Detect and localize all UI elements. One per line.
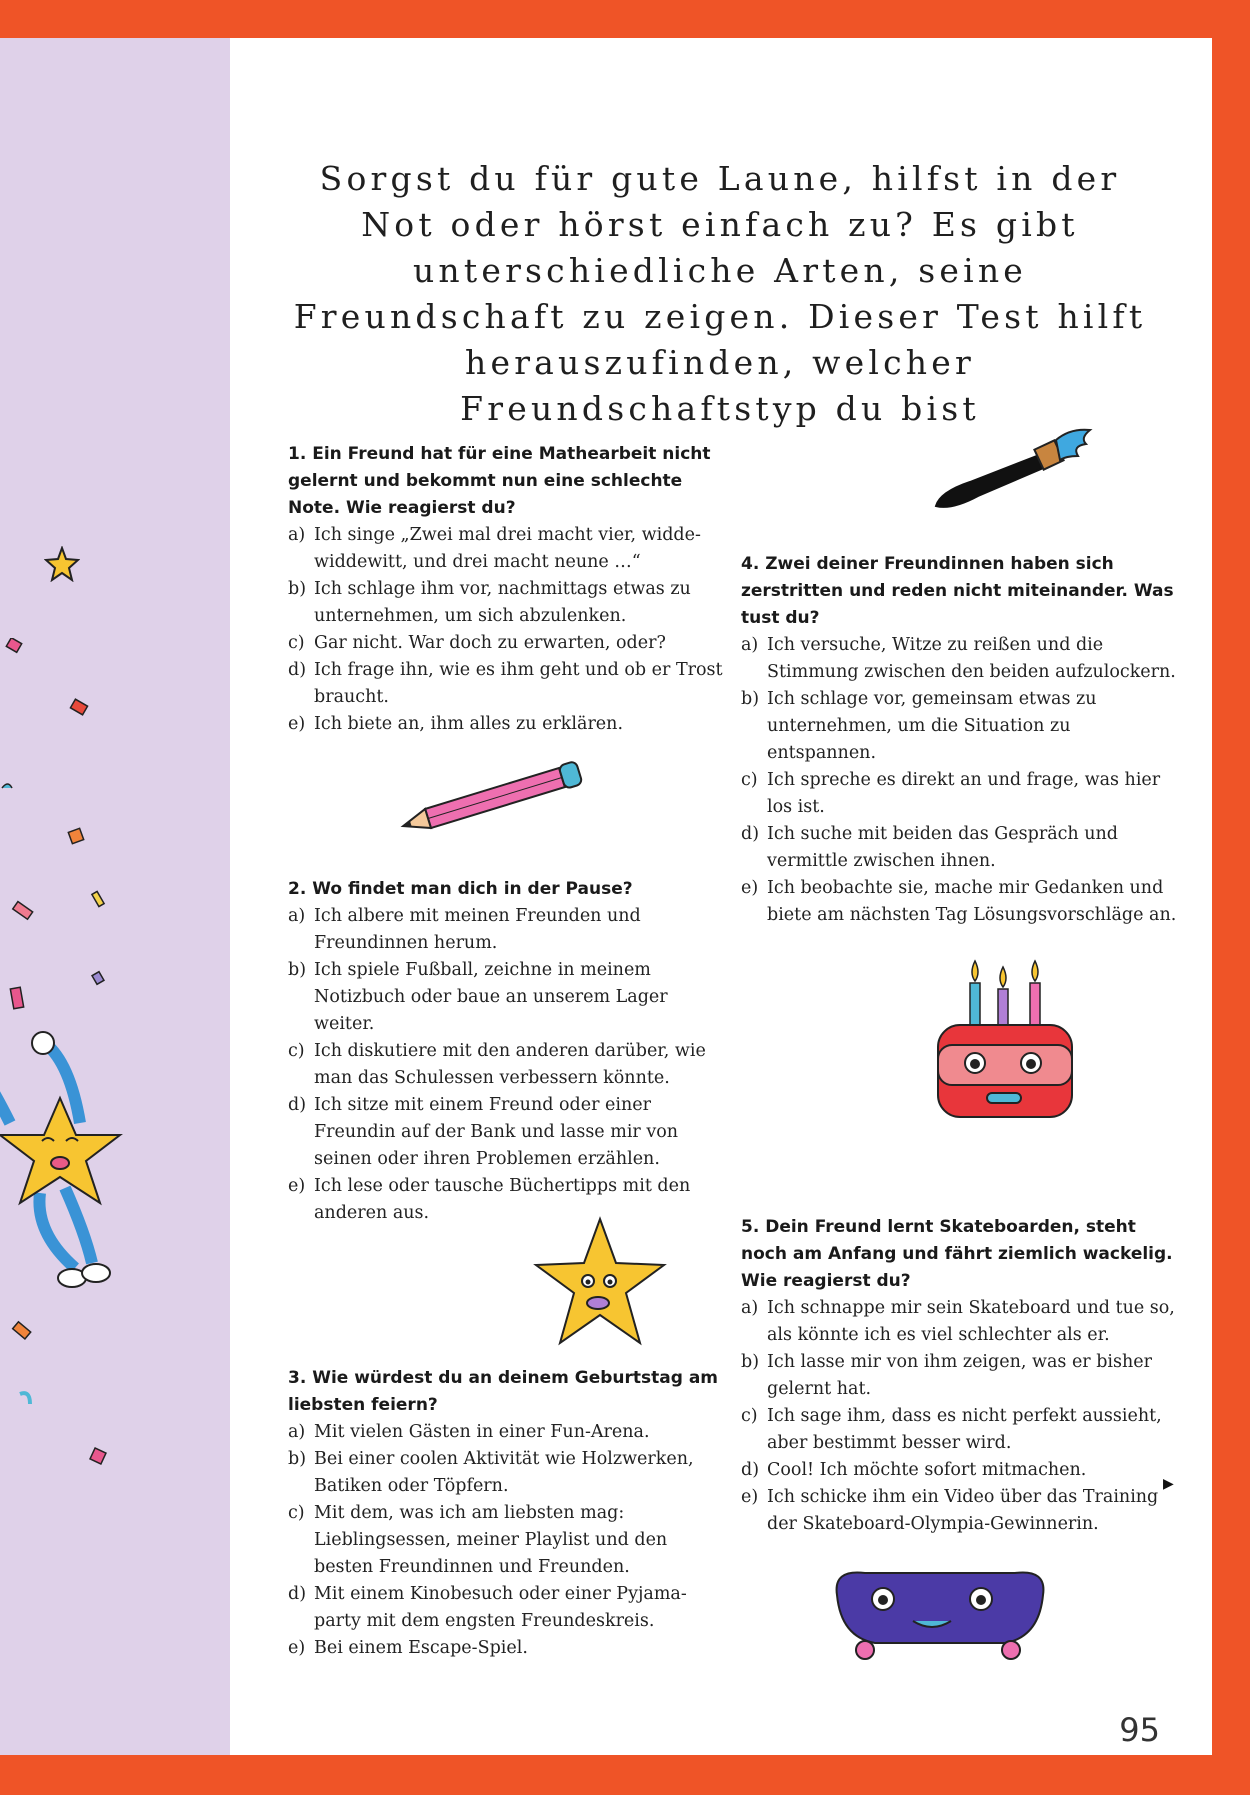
question-heading: 3. Wie würdest du an deinem Geburtstag am liebsten feiern? xyxy=(288,1368,719,1415)
answer-list xyxy=(741,632,1181,929)
intro-text: Sorgst du für gute Laune, hilfst in der Not oder hörst einfach zu? Es gibt unterschiedliche Arten, seine Freundschaft zu zeigen. Dieser Test hilft herauszufinden, welcher Freundschaftstyp du bist xyxy=(293,159,1147,428)
page-number: 95 xyxy=(1119,1711,1160,1749)
answer-item: c) Ich sage ihm, dass es nicht perfekt aussieht, aber bestimmt besser wird. xyxy=(741,1406,1162,1453)
skateboard-icon xyxy=(825,1565,1050,1660)
answer-item: e) Ich schicke ihm ein Video über das Training der Skateboard-Olympia-Gewinnerin. xyxy=(741,1487,1159,1534)
small-star-icon xyxy=(44,546,80,582)
answer-item: d) Cool! Ich möchte sofort mitmachen. xyxy=(741,1460,1087,1480)
answer-item: b) Ich schlage ihm vor, nachmittags etwas zu unternehmen, um sich abzulenken. xyxy=(288,579,691,626)
answer-item: c) Ich diskutiere mit den anderen darüber, wie man das Schulessen verbessern könnte. xyxy=(288,1041,706,1088)
answer-item: e) Bei einem Escape-Spiel. xyxy=(288,1638,528,1658)
next-page-arrow-icon: ▶ xyxy=(1163,1476,1174,1492)
answer-item: c) Gar nicht. War doch zu erwarten, oder? xyxy=(288,633,666,653)
answer-list xyxy=(288,903,728,1227)
question-2 xyxy=(288,876,728,1227)
answer-item: a) Mit vielen Gästen in einer Fun-Arena. xyxy=(288,1422,650,1442)
answer-item: d) Ich suche mit beiden das Gespräch und vermittle zwischen ihnen. xyxy=(741,824,1118,871)
question-heading: 5. Dein Freund lernt Skateboarden, steht noch am Anfang und fährt ziemlich wackelig. Wie reagierst du? xyxy=(741,1217,1173,1291)
answer-item: e) Ich biete an, ihm alles zu erklären. xyxy=(288,714,624,734)
question-4 xyxy=(741,551,1181,929)
question-heading: 2. Wo findet man dich in der Pause? xyxy=(288,879,633,899)
question-heading: 4. Zwei deiner Freundinnen haben sich zerstritten und reden nicht miteinander. Was tust du? xyxy=(741,554,1174,628)
question-1 xyxy=(288,441,728,738)
answer-item: b) Bei einer coolen Aktivität wie Holzwerken, Batiken oder Töpfern. xyxy=(288,1449,694,1496)
answer-item: e) Ich beobachte sie, mache mir Gedanken und biete am nächsten Tag Lösungsvorschläge an. xyxy=(741,878,1177,925)
answer-item: c) Ich spreche es direkt an und frage, was hier los ist. xyxy=(741,770,1161,817)
right-column-2 xyxy=(741,1214,1181,1538)
answer-item: b) Ich spiele Fußball, zeichne in meinem Notizbuch oder baue an unserem Lager weiter. xyxy=(288,960,668,1034)
answer-item: d) Ich frage ihn, wie es ihm geht und ob er Trost braucht. xyxy=(288,660,723,707)
answer-item: a) Ich versuche, Witze zu reißen und die Stimmung zwischen den beiden aufzulockern. xyxy=(741,635,1176,682)
left-column-3 xyxy=(288,1365,728,1662)
right-column xyxy=(741,551,1181,929)
answer-list xyxy=(288,1419,728,1662)
question-5 xyxy=(741,1214,1181,1538)
question-3 xyxy=(288,1365,728,1662)
answer-item: b) Ich schlage vor, gemeinsam etwas zu unternehmen, um die Situation zu entspannen. xyxy=(741,689,1097,763)
answer-list xyxy=(288,522,728,738)
answer-item: d) Mit einem Kinobesuch oder einer Pyjama-party mit dem engsten Freundeskreis. xyxy=(288,1584,687,1631)
star-character-icon xyxy=(0,1023,150,1323)
answer-item: a) Ich albere mit meinen Freunden und Freundinnen herum. xyxy=(288,906,641,953)
birthday-cake-icon xyxy=(935,953,1075,1123)
left-column xyxy=(288,441,728,738)
answer-item: b) Ich lasse mir von ihm zeigen, was er bisher gelernt hat. xyxy=(741,1352,1152,1399)
star-face-icon xyxy=(530,1213,670,1353)
question-heading: 1. Ein Freund hat für eine Mathearbeit nicht gelernt und bekommt nun eine schlechte Note. Wie reagierst du? xyxy=(288,444,711,518)
sidebar-decoration xyxy=(0,38,230,1755)
answer-item: d) Ich sitze mit einem Freund oder einer Freundin auf der Bank und lasse mir von seinen oder ihren Problemen erzählen. xyxy=(288,1095,679,1169)
answer-item: e) Ich lese oder tausche Büchertipps mit den anderen aus. xyxy=(288,1176,691,1223)
answer-list xyxy=(741,1295,1181,1538)
answer-item: a) Ich schnappe mir sein Skateboard und tue so, als könnte ich es viel schlechter als er. xyxy=(741,1298,1175,1345)
page xyxy=(0,38,1212,1755)
paintbrush-icon xyxy=(930,426,1100,516)
answer-item: c) Mit dem, was ich am liebsten mag: Lieblingsessen, meiner Playlist und den besten Freundinnen und Freunden. xyxy=(288,1503,668,1577)
answer-item: a) Ich singe „Zwei mal drei macht vier, widde-widdewitt, und drei macht neune …“ xyxy=(288,525,701,572)
left-column-2 xyxy=(288,876,728,1227)
pencil-icon xyxy=(395,768,595,828)
